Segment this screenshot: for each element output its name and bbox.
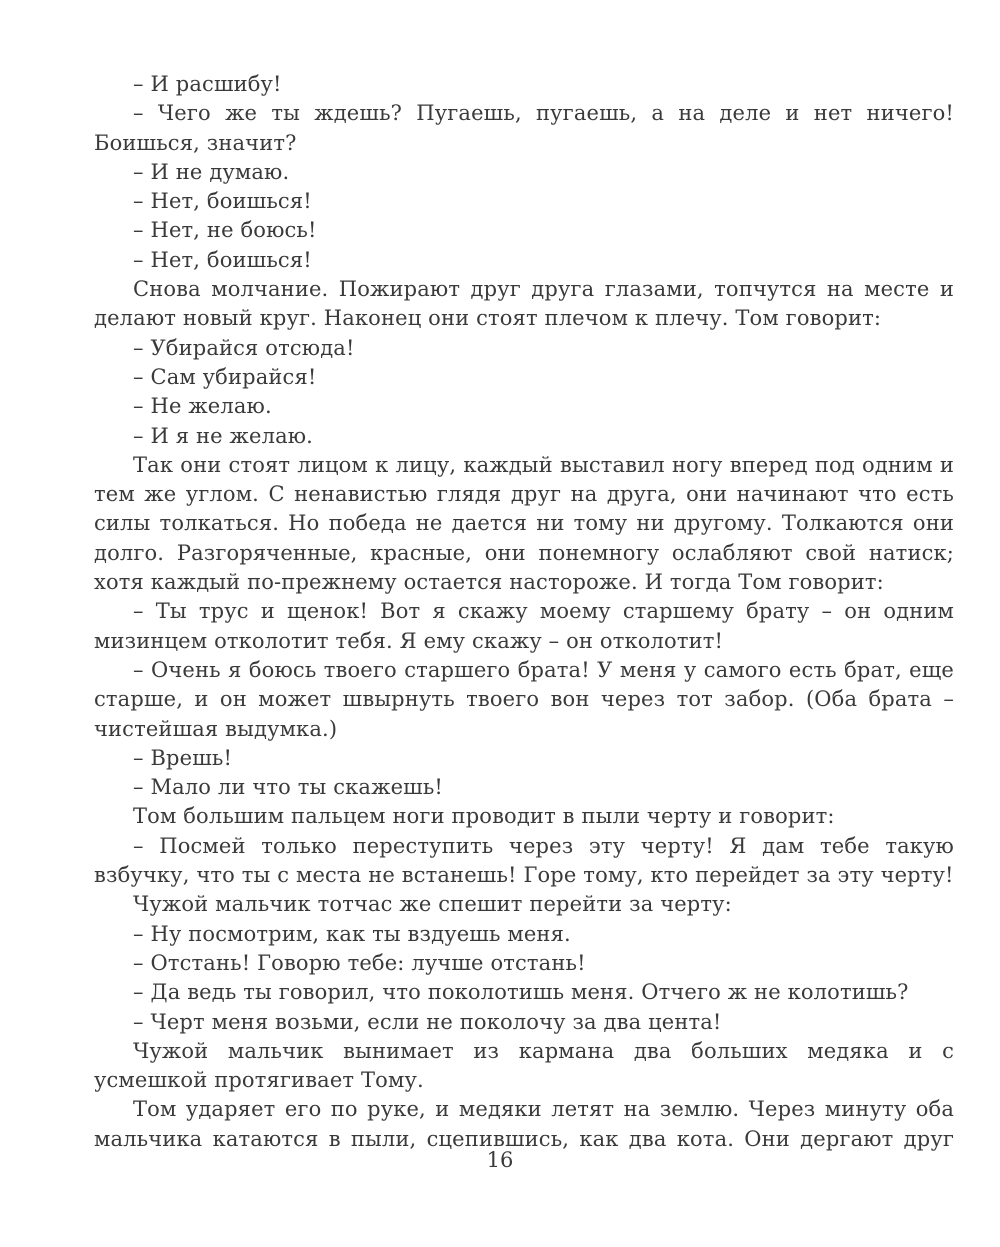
paragraph: Том ударяет его по руке, и медяки летят на землю. Через минуту оба мальчика катаются в пыли, сцепившись, как два кота. Они дергают друг xyxy=(94,1097,954,1151)
paragraph: – Врешь! xyxy=(133,745,233,770)
paragraph: Чужой мальчик вынимает из кармана два больших медяка и с усмешкой протягивает Тому. xyxy=(94,1038,954,1093)
paragraph: – Не желаю. xyxy=(133,394,272,419)
paragraph: Снова молчание. Пожирают друг друга глазами, топчутся на месте и делают новый круг. Наконец они стоят плечом к плечу. Том говорит: xyxy=(94,277,954,331)
paragraph: – Отстань! Говорю тебе: лучше отстань! xyxy=(133,950,586,975)
page-number: 16 xyxy=(486,1148,514,1172)
paragraph: – Мало ли что ты скажешь! xyxy=(133,775,443,800)
paragraph: – Очень я боюсь твоего старшего брата! У меня у самого есть брат, еще старше, и он может швырнуть твоего вон через тот забор. (Оба брата – чистейшая выдумка.) xyxy=(94,657,954,741)
paragraph: – Нет, боишься! xyxy=(133,189,312,214)
page-text xyxy=(94,70,954,1154)
paragraph: – Да ведь ты говорил, что поколотишь меня. Отчего ж не колотишь? xyxy=(133,980,909,1005)
paragraph: Том большим пальцем ноги проводит в пыли черту и говорит: xyxy=(133,804,835,829)
paragraph: – Нет, не боюсь! xyxy=(133,218,317,243)
paragraph: – Чего же ты ждешь? Пугаешь, пугаешь, а на деле и нет ничего! Боишься, значит? xyxy=(94,101,954,155)
paragraph: – Посмей только переступить через эту черту! Я дам тебе такую взбучку, что ты с места не встанешь! Горе тому, кто перейдет за эту черту! xyxy=(94,833,954,888)
paragraph: Так они стоят лицом к лицу, каждый выставил ногу вперед под одним и тем же углом. С ненавистью глядя друг на друга, они начинают что есть силы толкаться. Но победа не дается ни тому ни другому. Толкаются они долго. Разгоряченные, красные, они понемногу ослабляют свой натиск; хотя каждый по-прежнему остается настороже. И тогда Том говорит: xyxy=(94,452,954,595)
paragraph: – И расшибу! xyxy=(133,72,282,96)
paragraph: – И я не желаю. xyxy=(133,423,314,448)
paragraph: – И не думаю. xyxy=(133,159,290,184)
paragraph: – Сам убирайся! xyxy=(133,364,317,389)
paragraph: Чужой мальчик тотчас же спешит перейти за черту: xyxy=(133,892,732,917)
paragraph: – Черт меня возьми, если не поколочу за два цента! xyxy=(133,1009,722,1034)
paragraph: – Ну посмотрим, как ты вздуешь меня. xyxy=(133,921,571,946)
paragraph: – Ты трус и щенок! Вот я скажу моему старшему брату – он одним мизинцем отколотит тебя. Я ему скажу – он отколотит! xyxy=(94,599,954,653)
paragraph: – Убирайся отсюда! xyxy=(133,335,355,360)
paragraph: – Нет, боишься! xyxy=(133,247,312,272)
